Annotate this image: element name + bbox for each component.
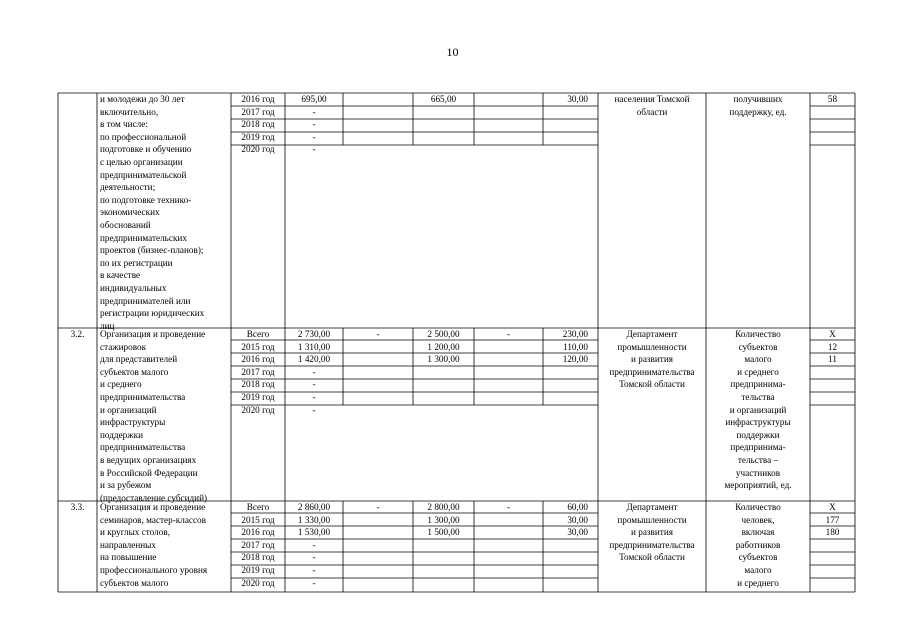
text-line: для представителей (100, 354, 178, 365)
other-value: 30,00 (567, 514, 588, 525)
regional-value: 1 300,00 (427, 514, 460, 525)
federal-value: - (376, 502, 380, 512)
text-line: субъектов малого (100, 577, 169, 588)
text-line: промышленности (617, 514, 687, 525)
text-line: и развития (631, 527, 673, 538)
row1-values (810, 93, 855, 106)
regional-value: 2 800,00 (427, 502, 460, 512)
year-label: 2015 год (241, 341, 275, 352)
text-line: по их регистрации (100, 257, 173, 268)
text-line: и организаций (729, 404, 787, 415)
text-line: в Российской Федерации (100, 467, 198, 478)
text-line: подготовке и обучению (100, 144, 192, 155)
row3-federal (343, 501, 413, 514)
row1-description (100, 93, 230, 332)
year-label: 2015 год (241, 514, 275, 525)
regional-value: 1 200,00 (427, 341, 460, 352)
year-label: Всего (246, 502, 270, 512)
text-line: работников (735, 539, 781, 550)
text-line: мероприятий, ед. (724, 480, 792, 491)
year-label: 2018 год (241, 379, 275, 390)
row2-values (810, 328, 855, 366)
row-number: 3.2. (70, 329, 85, 339)
text-line: деятельности; (100, 182, 156, 193)
text-line: инфраструктуры (100, 417, 166, 428)
row3-other (543, 501, 588, 539)
row3-years (231, 501, 285, 589)
text-line: предпринимательских (100, 232, 187, 243)
total-value: 1 530,00 (297, 527, 331, 538)
other-value: 30,00 (567, 94, 588, 104)
total-value: - (312, 577, 316, 588)
other-value: 230,00 (562, 329, 588, 339)
text-line: субъектов малого (100, 366, 169, 377)
indicator-value: Х (829, 329, 836, 339)
text-line: по профессиональной (100, 131, 187, 142)
text-line: Томской области (619, 379, 685, 390)
indicator-value: 11 (828, 354, 837, 365)
text-line: человек, (741, 514, 775, 525)
year-label: 2017 год (241, 106, 275, 117)
text-line: по подготовке технико- (100, 194, 192, 205)
text-line: участников (735, 467, 781, 478)
local-value: - (506, 329, 511, 339)
row2-indicator (706, 328, 810, 492)
year-label: 2019 год (241, 564, 275, 575)
other-value: 30,00 (567, 527, 588, 538)
text-line: области (636, 106, 668, 117)
regional-value: 665,00 (430, 94, 457, 104)
text-line: индивидуальных (100, 282, 167, 293)
row3-regional (413, 501, 474, 539)
total-value: - (312, 106, 316, 117)
row3-total (285, 501, 343, 589)
text-line: лиц (100, 320, 115, 331)
text-line: Департамент (626, 502, 678, 512)
text-line: Количество (735, 502, 781, 512)
text-line: субъектов (738, 552, 778, 563)
row2-total (285, 328, 343, 416)
text-line: малого (744, 564, 772, 575)
indicator-value: 180 (825, 527, 840, 538)
text-line: и за рубежом (100, 480, 152, 491)
other-value: 110,00 (563, 341, 588, 352)
text-line: предпринимательства (609, 539, 695, 550)
year-label: 2019 год (241, 131, 275, 142)
text-line: предпринимательской (100, 169, 187, 180)
federal-value: - (376, 329, 380, 339)
year-label: 2020 год (241, 144, 275, 155)
text-line: и среднего (737, 577, 779, 588)
text-line: поддержки (100, 429, 143, 440)
total-value: - (312, 552, 316, 563)
indicator-value: 12 (827, 341, 838, 352)
text-line: и молодежи до 30 лет (100, 94, 185, 104)
text-line: Количество (735, 329, 781, 339)
text-line: предпринимательства (100, 391, 186, 402)
text-line: Департамент (626, 329, 678, 339)
total-value: - (312, 144, 316, 155)
text-line: обоснований (100, 219, 151, 230)
text-line: и организаций (100, 404, 157, 415)
year-label: 2016 год (241, 94, 275, 104)
row-number: 3.3. (70, 502, 85, 512)
text-line: предпринима- (730, 442, 786, 453)
page-number: 10 (446, 45, 459, 59)
text-line: в том числе: (100, 119, 148, 130)
year-label: 2017 год (241, 539, 275, 550)
text-line: Организация и проведение (100, 329, 206, 339)
year-label: 2019 год (241, 391, 275, 402)
total-value: - (312, 539, 316, 550)
row3-number (58, 501, 97, 514)
year-label: 2016 год (241, 527, 275, 538)
text-line: поддержку, ед. (729, 106, 787, 117)
text-line: и круглых столов, (100, 527, 170, 538)
local-value: - (506, 502, 511, 512)
text-line: в качестве (100, 270, 141, 281)
row1-indicator (706, 93, 810, 118)
other-value: 60,00 (567, 502, 588, 512)
year-label: 2020 год (241, 404, 275, 415)
text-line: и среднего (737, 366, 779, 377)
regional-value: 1 500,00 (427, 527, 460, 538)
total-value: 695,00 (301, 94, 327, 104)
text-line: предпринима- (730, 379, 786, 390)
text-line: тельства (741, 391, 775, 402)
text-line: в ведущих организациях (100, 454, 197, 465)
regional-value: 2 500,00 (427, 329, 460, 339)
row2-local (474, 328, 543, 341)
text-line: направленных (100, 539, 156, 550)
text-line: тельства – (737, 454, 779, 465)
row1-executor (598, 93, 706, 118)
text-line: регистрации юридических (100, 308, 205, 319)
text-line: субъектов (738, 341, 778, 352)
row3-local (474, 501, 543, 514)
total-value: 2 860,00 (297, 502, 331, 512)
row2-executor (598, 328, 706, 391)
year-label: 2017 год (241, 366, 275, 377)
text-line: проектов (бизнес-планов); (100, 245, 204, 256)
row2-federal (343, 328, 413, 341)
text-line: предпринимательства (100, 442, 186, 453)
text-line: профессионального уровня (100, 564, 208, 575)
row3-description (100, 501, 230, 589)
year-label: Всего (246, 329, 270, 339)
total-value: - (312, 379, 316, 390)
text-line: получивших (733, 94, 783, 104)
total-value: 2 730,00 (297, 329, 331, 339)
row2-years (231, 328, 285, 416)
row2-other (543, 328, 588, 366)
text-line: предпринимательства (609, 366, 695, 377)
text-line: включительно, (100, 106, 159, 117)
row2-description (100, 328, 230, 504)
text-line: инфраструктуры (725, 417, 791, 428)
text-line: экономических (100, 207, 160, 218)
total-value: 1 330,00 (297, 514, 331, 525)
indicator-value: 177 (825, 514, 840, 525)
text-line: и развития (631, 354, 673, 365)
row3-values (810, 501, 855, 539)
total-value: - (312, 404, 316, 415)
row1-regional (413, 93, 474, 106)
year-label: 2016 год (241, 354, 275, 365)
text-line: стажировок (100, 341, 147, 352)
text-line: семинаров, мастер-классов (100, 514, 206, 525)
regional-value: 1 300,00 (427, 354, 460, 365)
year-label: 2020 год (241, 577, 275, 588)
row3-indicator (706, 501, 810, 589)
text-line: (предоставление субсидий) (100, 492, 208, 503)
text-line: предпринимателей или (100, 295, 191, 306)
row1-years (231, 93, 285, 156)
total-value: 1 420,00 (297, 354, 331, 365)
row1-total (285, 93, 343, 156)
text-line: малого (744, 354, 772, 365)
indicator-value: Х (829, 502, 836, 512)
text-line: и среднего (100, 379, 142, 390)
total-value: - (312, 564, 316, 575)
text-line: поддержки (736, 429, 780, 440)
indicator-value: 58 (827, 94, 838, 104)
other-value: 120,00 (562, 354, 588, 365)
row1-other (543, 93, 588, 106)
total-value: - (312, 131, 316, 142)
text-line: Томской области (619, 552, 685, 563)
text-line: Организация и проведение (100, 502, 206, 512)
row2-regional (413, 328, 474, 366)
total-value: 1 310,00 (297, 341, 331, 352)
text-line: промышленности (617, 341, 687, 352)
text-line: с целью организации (100, 156, 183, 167)
row2-number (58, 328, 97, 341)
total-value: - (312, 391, 316, 402)
text-line: включая (741, 527, 775, 538)
year-label: 2018 год (241, 552, 275, 563)
year-label: 2018 год (241, 119, 275, 130)
total-value: - (312, 119, 316, 130)
text-line: населения Томской (614, 94, 690, 104)
row3-executor (598, 501, 706, 564)
text-line: на повышение (100, 552, 157, 563)
total-value: - (312, 366, 316, 377)
